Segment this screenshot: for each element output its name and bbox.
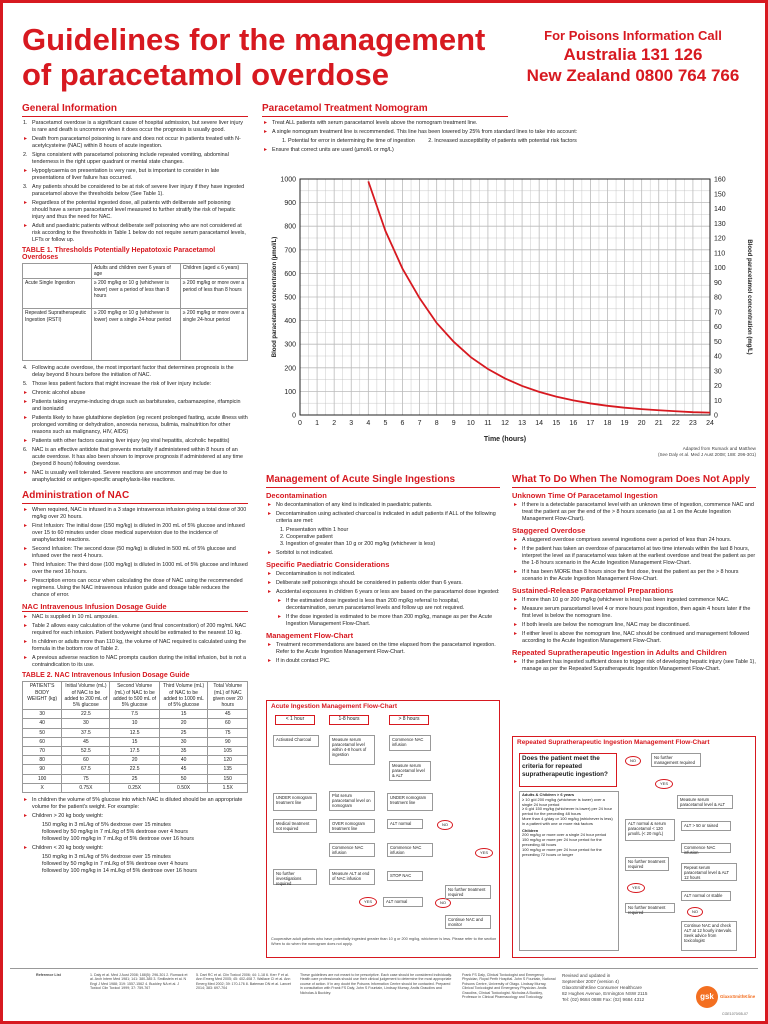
table2-cell: 90 <box>23 765 62 774</box>
table2-cell: 30 <box>159 737 208 746</box>
risk-factor-item: ▸ Chronic alcohol abuse <box>32 390 248 397</box>
flow-measure-level: Measure serum paracetamol level within 4-8 hours of ingestion <box>329 735 375 765</box>
x-tick-label: 3 <box>349 420 354 427</box>
table1-cell: ≥ 200 mg/kg or more over a period of less than 8 hours <box>180 279 247 309</box>
treatment-point: ▸ Ensure that correct units are used (µmol/L or mg/L) <box>272 147 756 154</box>
x-tick-label: 13 <box>518 420 526 427</box>
table2-cell: 50 <box>23 728 62 737</box>
footer <box>10 968 758 1017</box>
y-left-tick-label: 100 <box>284 388 296 396</box>
nomogram-not-apply-section <box>512 474 756 675</box>
table2-cell: 17.5 <box>110 747 159 756</box>
general-point-4: 4. Following acute overdose, the most important factor that determines prognosis is the delay beyond 8 hours before the initiation of NAC. <box>23 365 234 379</box>
general-bullet: ▸ NAC is usually well tolerated. Severe reactions are uncommon and may be due to anaphylactoid or antigen-specific anaphylaxis-like reactions. <box>32 470 248 484</box>
table-row <box>23 774 248 783</box>
y-left-tick-label: 300 <box>284 341 296 349</box>
paediatric-subpoint: ▸ If the estimated dose ingested is less than 200 mg/kg referral to hospital, decontamination, serum paracetamol levels and follow up are not required. <box>286 598 500 612</box>
x-tick-label: 17 <box>586 420 595 427</box>
acute-heading: Management of Acute Single Ingestions <box>266 474 500 488</box>
nac-third-infusion: ▸ Third Infusion: The third dose (100 mg/kg) is diluted in 1000 mL of 5% glucose and infused over the next 16 hours. <box>32 562 248 576</box>
staggered-point: ▸ If the patient has taken an overdose of paracetamol at two time intervals within the last 8 hours, interpret the level as if paracetamol was taken at the earliest overdose and treat the patient as per the 1-8 hours scenario in the Acute Ingestion Management Flow-Chart. <box>522 546 756 567</box>
y-right-tick-label: 10 <box>714 397 722 405</box>
general-point-5: 5. Those less patient factors that might increase the risk of liver injury include: <box>23 381 212 388</box>
table2-cell: 45 <box>62 737 110 746</box>
table2-cell: 35 <box>159 747 208 756</box>
table2-cell: 0.25X <box>110 783 159 792</box>
nomogram-chart <box>262 163 760 463</box>
table2-cell: 50 <box>159 774 208 783</box>
table2-cell: 75 <box>62 774 110 783</box>
unknown-time-point: ▸ If there is a detectable paracetamol level with an unknown time of ingestion, commence NAC and treat the patient as per the end of the > 8 hours scenario (as at 1 on the Acute Ingestion Management Flow-Chart). <box>522 502 756 523</box>
revision-line: Revised and updated in <box>562 973 611 978</box>
table2-cell: 135 <box>208 765 248 774</box>
table-row <box>23 710 248 719</box>
table2-cell: 15 <box>159 710 208 719</box>
children-over-20kg: ▸ Children > 20 kg body weight: <box>32 813 248 820</box>
criteria-heading: Children <box>522 827 539 833</box>
sustained-release-point: ▸ If both levels are below the nomogram line, NAC may be discontinued. <box>522 622 756 629</box>
x-tick-label: 14 <box>535 420 544 427</box>
children-dose-line: 150 mg/kg in 3 mL/kg of 5% dextrose over 15 minutes <box>42 854 171 861</box>
unknown-time-heading: Unknown Time Of Paracetamol Ingestion <box>512 491 658 500</box>
revision-line: Tel: (02) 9684 0888 Fax: (02) 9684 4312 <box>562 997 645 1002</box>
y-right-tick-label: 60 <box>714 324 722 331</box>
x-tick-label: 10 <box>466 420 475 427</box>
x-tick-label: 12 <box>501 420 509 427</box>
x-tick-label: 11 <box>484 420 492 427</box>
poisons-contact <box>522 27 744 86</box>
risk-factor-item: ▸ Patients likely to have glutathione depletion (eg recent prolonged fasting, acute illness with prolonged vomiting or dehydration, anorexia nervosa, bulimia, malnutrition for other reasons such as malignancy, HIV, AIDS) <box>32 415 248 436</box>
table2-cell: 52.5 <box>62 747 110 756</box>
australia-phone: Australia 131 126 <box>563 45 703 64</box>
nac-guide-point: ▸ In children or adults more than 110 kg, the volume of NAC required is calculated using the formula in the bottom row of Table 2. <box>32 639 248 653</box>
treatment-section <box>262 103 756 156</box>
table2-cell: 67.5 <box>62 765 110 774</box>
y-left-tick-label: 900 <box>284 200 296 208</box>
children-dose-line: followed by 50 mg/kg in 7 mL/kg of 5% dextrose over 4 hours <box>42 829 188 836</box>
table2-cell: 0.50X <box>159 783 208 792</box>
nac-heading: Administration of NAC <box>22 490 248 504</box>
y-right-tick-label: 40 <box>714 353 722 361</box>
staggered-point: ▸ If it has been MORE than 8 hours since the first dose, treat the patient as per the > 8 hours scenario in the Acute Ingestion Management Flow-Chart. <box>522 569 756 583</box>
table2-cell: 22.5 <box>110 765 159 774</box>
x-tick-label: 19 <box>620 420 629 427</box>
table-row <box>23 719 248 728</box>
rsti-no-decision: NO <box>687 907 703 917</box>
x-tick-label: 9 <box>451 420 456 427</box>
y-right-tick-label: 80 <box>714 294 722 302</box>
x-tick-label: 16 <box>569 420 578 427</box>
left-column <box>22 103 248 877</box>
table1-row-label: Acute Single Ingestion <box>23 279 92 309</box>
y-right-tick-label: 130 <box>714 220 726 228</box>
treatment-point: ▸ A single nomogram treatment line is recommended. This line has been lowered by 25% from standard lines to take into account: <box>272 129 756 136</box>
table2-header: Second Volume (mL) of NAC to be added to 500 mL of 5% glucose <box>110 682 159 710</box>
flow-commence-nac-infusion: Commence NAC infusion <box>329 843 375 857</box>
flow-plot-level: Plot serum paracetamol level on nomogram <box>329 791 375 811</box>
table2-cell: 70 <box>23 747 62 756</box>
table-row <box>23 765 248 774</box>
table2 <box>22 681 248 793</box>
table-row <box>23 756 248 765</box>
y-right-tick-label: 0 <box>714 412 718 420</box>
decon-point: ▸ Decontamination using activated charcoal is indicated in adult patients if ALL of the following criteria are met: <box>276 511 500 525</box>
nac-first-infusion: ▸ First Infusion: The initial dose (150 mg/kg) is diluted in 200 mL of 5% glucose and infused over 15 to 60 minutes under close medical supervision due to the incidence of anaphylactoid reactions. <box>32 523 248 544</box>
flow-no-decision: NO <box>437 820 453 830</box>
paediatric-heading: Specific Paediatric Considerations <box>266 560 390 569</box>
reference-list-title: Reference List <box>36 973 61 977</box>
flow-yes-decision: YES <box>359 897 377 907</box>
children-dose-line: followed by 100 mg/kg in 14 mL/kg of 5% dextrose over 16 hours <box>42 868 197 875</box>
table2-cell: 80 <box>23 756 62 765</box>
nac-point: ▸ When required, NAC is infused in a 3 stage intravenous infusion giving a total dose of 300 mg/kg over 20 hours. <box>32 507 248 521</box>
y-right-tick-label: 90 <box>714 279 722 287</box>
author-list: Frank FS Daly, Clinical Toxicologist and Emergency Physician, Royal Perth Hospital. John S Fountain, National Poisons Centre, University of Otago. Lindsay Murray, Clinical Toxicologist and Emergency Physician. Andis Graudins, Clinical Toxicologist. Nicholas A Buckley, Professor in Clinical Pharmacology and Toxicology. <box>462 973 556 1000</box>
rsti-alt-normal: ALT normal & serum paracetamol < 120 µmol/L (< 20 mg/L) <box>625 819 675 841</box>
table1-cell: ≥ 200 mg/kg or more over a single 24-hour period <box>180 309 247 361</box>
table1-cell: ≥ 200 mg/kg or 10 g (whichever is lower) over a period of less than 8 hours <box>91 279 180 309</box>
table2-cell: 120 <box>208 756 248 765</box>
rsti-yes-decision: YES <box>627 883 645 893</box>
flow-continue-nac: Continue NAC and monitor <box>445 915 491 929</box>
nac-guide-point: ▸ A previous adverse reaction to NAC prompts caution during the initial infusion, but is not a contraindication to its use. <box>32 655 248 669</box>
table2-cell: 10 <box>110 719 159 728</box>
decon-point: ▸ No decontamination of any kind is indicated in paediatric patients. <box>276 502 500 509</box>
general-bullet: ▸ Adult and paediatric patients without deliberate self poisoning who are not considered at risk according to the thresholds in Table 1 below do not require serum paracetamol levels, LFTs or follow up. <box>32 223 248 244</box>
flow-no-further-investigations: No further investigations required <box>273 869 317 885</box>
chart-source-line: (See Daly et al. Med J Aust 2008; 188: 296-301) <box>657 452 756 457</box>
y-left-tick-label: 200 <box>284 365 296 373</box>
paediatric-subpoint: ▸ If the dose ingested is estimated to be more than 200 mg/kg, manage as per the Acute Ingestion Management Flow-Chart. <box>286 614 500 628</box>
general-point-3: 3. Any patients should be considered to be at risk of severe liver injury if they have ingested paracetamol above the thresholds below (See Table 1). <box>23 184 245 197</box>
criteria-item: 200 mg/kg or more over a single 24 hour period <box>522 832 607 838</box>
table2-cell: 12.5 <box>110 728 159 737</box>
general-bullet: ▸ Regardless of the potential ingested dose, all patients with deliberate self poisoning should have a serum paracetamol level measured to further stratify the risk of hepatic injury and thus the need for NAC. <box>32 200 248 221</box>
sustained-release-heading: Sustained-Release Paracetamol Preparations <box>512 586 674 595</box>
treatment-subpoint: 1. Potential for error in determining the time of ingestion <box>282 138 415 144</box>
table2-cell: 60 <box>62 756 110 765</box>
treatment-point: ▸ Treat ALL patients with serum paracetamol levels above the nomogram treatment line. <box>272 120 756 127</box>
nac-point: ▸ Prescription errors can occur when calculating the dose of NAC using the recommended regimens. Using the NAC intravenous infusion guide and dosage table reduces the chance of error. <box>32 578 248 599</box>
repeated-point: ▸ If the patient has ingested sufficient doses to trigger risk of developing hepatic injury (see Table 1), manage as per the Repeated Supratherapeutic Ingestion Management Flow-Chart. <box>522 659 756 673</box>
flow-measure-alt-end: Measure ALT at end of NAC infusion <box>329 869 375 885</box>
rsti-criteria-box <box>519 791 619 951</box>
flow-time-under-1h: < 1 hour <box>275 715 315 725</box>
table2-cell: 25 <box>110 774 159 783</box>
general-heading: General Information <box>22 103 248 117</box>
criteria-item: 100 mg/kg or more per 24 hour period for the preceding 72 hours or longer <box>522 846 602 857</box>
table2-cell: 30 <box>62 719 110 728</box>
decontamination-heading: Decontamination <box>266 491 327 500</box>
table2-cell: 1.5X <box>208 783 248 792</box>
x-tick-label: 18 <box>603 420 612 427</box>
table2-cell: 25 <box>159 728 208 737</box>
document-code: CGE1070/05-07 <box>722 1012 748 1016</box>
flow-time-1-8h: 1-8 hours <box>329 715 369 725</box>
table2-cell: 150 <box>208 774 248 783</box>
rsti-commence-nac: Commence NAC infusion <box>681 843 731 853</box>
flow-alt-normal: ALT normal <box>387 819 423 829</box>
general-point-6: 6. NAC is an effective antidote that prevents mortality if administered within 8 hours of an acute overdose. It has also been shown to improve prognosis if administered at any time (beyond 8 hours) following overdose. <box>23 447 243 468</box>
table2-cell: 40 <box>23 719 62 728</box>
table2-cell: X <box>23 783 62 792</box>
y-right-tick-label: 140 <box>714 206 726 213</box>
disclaimer: These guidelines are not meant to be prescriptive. Each case should be considered individually. Health care professionals should use their clinical judgement to determine the most appropriate course of action. If in any doubt the Poisons Information Centre should be contacted. Prepared in consultation with Frank FS Daly, John S Fountain, Lindsay Murray, Andis Graudins and Nicholas A Buckley. <box>300 973 452 995</box>
flow-commence-nac: Commence NAC infusion <box>389 735 431 751</box>
rsti-measure-level: Measure serum paracetamol level & ALT <box>677 795 733 809</box>
flow-measure-level-alt: Measure serum paracetamol level & ALT <box>389 761 431 781</box>
nac-guide-point: ▸ NAC is supplied in 10 mL ampoules. <box>32 614 248 621</box>
x-tick-label: 7 <box>417 420 422 427</box>
rsti-alt-stable: ALT normal or stable <box>681 891 731 901</box>
management-heading: Management Flow-Chart <box>266 631 354 640</box>
management-point: ▸ If in doubt contact PIC. <box>276 658 500 665</box>
decon-criterion: 2. Cooperative patient <box>280 534 333 540</box>
table-row <box>23 747 248 756</box>
table2-cell: 20 <box>159 719 208 728</box>
y-left-tick-label: 500 <box>284 294 296 302</box>
table2-header: Initial Volume (mL) of NAC to be added to 200 mL of 5% glucose <box>62 682 110 710</box>
gsk-logo <box>696 986 754 1010</box>
table2-cell: 30 <box>23 710 62 719</box>
flow-footnote: Cooperative adult patients who have potentially ingested greater than 10 g or 200 mg/kg, whichever is less. Please refer to the section When to do when the nomogram does not apply. <box>271 937 497 946</box>
y-left-tick-label: 1000 <box>280 176 296 184</box>
rsti-continue-nac: Continue NAC and check ALT at 12 hourly intervals. Seek advice from toxicologist <box>681 921 737 951</box>
y-right-tick-label: 100 <box>714 265 726 272</box>
reference-list: 5. Dart RC et al. Clin Toxicol 2006; 44: 1-18 6. Kerr F et al. Ann Emerg Med 2005; 45: 402-408 7. Wallace CI et al. Ann Emerg Med 2002; 39: 170-176 8. Bateman DN et al. Lancet 2014; 383: 697-704 <box>196 973 291 991</box>
table2-cell: 45 <box>208 710 248 719</box>
flow-no-treatment: Medical treatment not required <box>273 819 317 833</box>
table2-cell: 20 <box>110 756 159 765</box>
table1 <box>22 263 248 361</box>
children-dose-line: 150 mg/kg in 3 mL/kg of 5% dextrose over 15 minutes <box>42 822 171 829</box>
table-row <box>23 783 248 792</box>
table2-title: TABLE 2. NAC Intravenous Infusion Dosage Guide <box>22 672 190 680</box>
table1-header: Adults and children over 6 years of age <box>91 264 180 279</box>
general-bullet: ▸ Hypoglycaemia on presentation is very rare, but is important to consider in late presentations of liver failure has occurred. <box>32 168 248 182</box>
table1-corner <box>23 264 92 279</box>
general-bullet: ▸ Death from paracetamol poisoning is rare and does not occur in patients treated with N-acetylcysteine (NAC) within 8 hours of acute ingestion. <box>32 136 248 150</box>
x-tick-label: 20 <box>637 420 646 427</box>
y-left-tick-label: 600 <box>284 270 296 278</box>
x-tick-label: 6 <box>400 420 405 427</box>
sustained-release-point: ▸ If either level is above the nomogram line, NAC should be continued and management followed according to the Acute Ingestion Management Flow-Chart. <box>522 631 756 645</box>
rsti-flowchart-title: Repeated Supratherapeutic Ingestion Management Flow-Chart <box>517 739 710 746</box>
table2-cell: 60 <box>208 719 248 728</box>
general-point-2: 2. Signs consistent with paracetamol poisoning include repeated vomiting, abdominal tenderness in the right upper quadrant or mental state changes. <box>23 152 229 165</box>
nac-second-infusion: ▸ Second Infusion: The second dose (50 mg/kg) is diluted in 500 mL of 5% glucose and infused over the next 4 hours. <box>32 546 248 560</box>
rsti-no-further-management: No further management required <box>651 753 701 767</box>
nac-dosage-guide-heading: NAC Intravenous Infusion Dosage Guide <box>22 602 248 612</box>
table2-cell: 75 <box>208 728 248 737</box>
rsti-stop-treatment: No further treatment required <box>625 903 675 913</box>
table2-header: PATIENT'S BODY WEIGHT (kg) <box>23 682 62 710</box>
x-tick-label: 8 <box>434 420 439 427</box>
paediatric-point: ▸ Accidental exposures in children 6 years or less are based on the paracetamol dose ingested: <box>276 589 500 596</box>
flow-alt-normal: ALT normal <box>383 897 423 907</box>
x-tick-label: 4 <box>366 420 371 427</box>
title-line-1: Guidelines for the management <box>22 22 486 57</box>
x-tick-label: 24 <box>706 420 714 427</box>
y-right-tick-label: 70 <box>714 309 722 317</box>
title-line-2: of paracetamol overdose <box>22 57 389 92</box>
y-right-tick-label: 30 <box>714 368 722 376</box>
chart-source <box>600 446 756 458</box>
rsti-repeat-level: Repeat serum paracetamol level & ALT 12 hours <box>681 863 737 881</box>
rsti-alt-raised: ALT > 50 or raised <box>681 821 731 831</box>
gsk-name: GlaxoSmithKline <box>720 994 756 999</box>
x-tick-label: 5 <box>383 420 388 427</box>
y-left-tick-label: 800 <box>284 223 296 231</box>
flow-stop-nac: STOP NAC <box>387 871 423 881</box>
y-left-tick-label: 0 <box>292 412 296 420</box>
flow-activated-charcoal: Activated Charcoal <box>273 735 319 747</box>
treatment-heading: Paracetamol Treatment Nomogram <box>262 103 508 117</box>
table2-cell: 60 <box>23 737 62 746</box>
flow-no-further-treatment: No further treatment required <box>445 885 491 899</box>
rsti-yes-decision: YES <box>655 779 673 789</box>
criteria-heading: Adults & Children > 6 years <box>522 792 575 797</box>
y-right-tick-label: 20 <box>714 383 722 390</box>
children-under-20kg: ▸ Children < 20 kg body weight: <box>32 845 248 852</box>
x-tick-label: 2 <box>332 420 337 427</box>
repeated-heading: Repeated Supratherapeutic Ingestion in Adults and Children <box>512 648 727 657</box>
general-point-1: 1. Paracetamol overdose is a significant cause of hospital admission, but severe liver injury is rare and death is uncommon when it does occur the prognosis is usually good. <box>23 120 243 133</box>
flow-time-over-8h: > 8 hours <box>389 715 429 725</box>
table2-cell: 45 <box>159 765 208 774</box>
treatment-subpoint: 2. Increased susceptibility of patients with potential risk factors <box>428 138 577 144</box>
risk-factor-item: ▸ Patients with other factors causing liver injury (eg viral hepatitis, alcoholic hepatitis) <box>32 438 248 445</box>
table2-cell: 105 <box>208 747 248 756</box>
table1-title: TABLE 1. Thresholds Potentially Hepatotoxic Paracetamol Overdoses <box>22 247 216 261</box>
decon-criterion: 3. Ingestion of greater than 10 g or 200 mg/kg (whichever is less) <box>280 541 436 547</box>
table2-cell: 100 <box>23 774 62 783</box>
criteria-item: 150 mg/kg or more per 24 hour period for the preceding 48 hours <box>522 837 602 847</box>
table1-row-label: Repeated Supratherapeutic Ingestion (RSTI) <box>23 309 92 361</box>
table1-cell: ≥ 200 mg/kg or 10 g (whichever is lower) over a single 24-hour period <box>91 309 180 361</box>
children-dosing-intro: ▸ In children the volume of 5% glucose into which NAC is diluted should be an appropriate volume for the patient's weight. For example: <box>32 797 248 811</box>
revision-line: 82 Hughes Avenue, Ermington NSW 2115 <box>562 991 648 996</box>
sustained-release-point: ▸ Measure serum paracetamol level 4 or more hours post ingestion, then again 4 hours later if the first level is below the nomogram line. <box>522 606 756 620</box>
x-tick-label: 23 <box>689 420 697 427</box>
acute-section <box>266 474 500 667</box>
new-zealand-phone: New Zealand 0800 764 766 <box>526 66 740 85</box>
table2-cell: 7.5 <box>110 710 159 719</box>
criteria-item: ≥ 6 g/d 150 mg/kg (whichever is lower) per 24 hour period for the preceding 48 hours <box>522 806 613 817</box>
x-tick-label: 0 <box>298 420 302 427</box>
flow-yes-decision: YES <box>475 848 493 858</box>
table-row <box>23 728 248 737</box>
decon-point: ▸ Sorbitol is not indicated. <box>276 550 500 557</box>
y-right-tick-label: 120 <box>714 235 726 243</box>
flow-over-line: OVER nomogram treatment line <box>329 819 375 833</box>
gsk-mark: gsk <box>696 986 718 1008</box>
nac-guide-point: ▸ Table 2 allows easy calculation of the volume (and final concentration) of 200 mg/mL NAC required for each infusion. Patient bodyweight should be estimated to the nearest 10 kg. <box>32 623 248 637</box>
y-right-tick-label: 150 <box>714 191 726 199</box>
flow-under-line: UNDER nomogram treatment line <box>387 793 433 811</box>
risk-factor-item: ▸ Patients taking enzyme-inducing drugs such as barbiturates, carbamazepine, rifampicin and isoniazid <box>32 399 248 413</box>
criteria-item: ≥ 10 g/d 200 mg/kg (whichever is lower) over a single 24 hour period <box>522 796 605 807</box>
acute-flowchart <box>266 700 500 958</box>
y-left-tick-label: 700 <box>284 247 296 255</box>
y-right-tick-label: 110 <box>714 250 726 258</box>
table2-cell: 0.75X <box>62 783 110 792</box>
table2-cell: 22.5 <box>62 710 110 719</box>
staggered-point: ▸ A staggered overdose comprises several ingestions over a period of less than 24 hours. <box>522 537 756 544</box>
paediatric-point: ▸ Decontamination is not indicated. <box>276 571 500 578</box>
table2-cell: 40 <box>159 756 208 765</box>
flow-no-decision: NO <box>435 898 451 908</box>
table2-header: Third Volume (mL) of NAC to be added to 1000 mL of 5% glucose <box>159 682 208 710</box>
y-left-axis-label: Blood paracetamol concentration (µmol/L) <box>272 236 278 358</box>
y-right-tick-label: 50 <box>714 338 722 346</box>
criteria-item: More than 4 g/day or 100 mg/kg (whichever is less) in a patient with one or more risk factors <box>522 815 613 826</box>
rsti-flowchart <box>512 736 756 958</box>
y-right-axis-label: Blood paracetamol concentration (mg/L) <box>746 239 752 355</box>
children-dose-line: followed by 100 mg/kg in 7 mL/kg of 5% dextrose over 16 hours <box>42 836 194 843</box>
revision-line: GlaxoSmithKline Consumer Healthcare <box>562 985 642 990</box>
chart-source-line: Adapted from Rumack and Matthew <box>682 446 756 451</box>
table1-header: Children (aged ≤ 6 years) <box>180 264 247 279</box>
flow-commence-nac-infusion: Commence NAC infusion <box>387 843 433 857</box>
poisons-heading: For Poisons Information Call <box>544 28 722 43</box>
rsti-question: Does the patient meet the criteria for repeated supratherapeutic ingestion? <box>519 753 617 787</box>
y-right-tick-label: 160 <box>714 176 726 184</box>
table2-cell: 90 <box>208 737 248 746</box>
flow-under-line: UNDER nomogram treatment line <box>273 793 317 811</box>
x-tick-label: 1 <box>315 420 320 427</box>
children-dose-line: followed by 50 mg/kg in 7 mL/kg of 5% dextrose over 4 hours <box>42 861 188 868</box>
not-apply-heading: What To Do When The Nomogram Does Not Apply <box>512 474 756 488</box>
reference-list: 1. Daly et al. Med J Aust 2008; 188(5): 296-301 2. Rumack et al. Arch Intern Med 1981; 141: 380-385 3. Smilkstein et al. N Engl J Med 1988; 319: 1557-1562 4. Buckley NA et al. J Toxicol Clin Toxicol 1999; 37: 759-767 <box>90 973 188 991</box>
staggered-heading: Staggered Overdose <box>512 526 586 535</box>
page-title <box>22 22 485 92</box>
sustained-release-point: ▸ If more than 10 g or 200 mg/kg (whichever is less) has been ingested commence NAC. <box>522 597 756 604</box>
revision-line: September 2007 (version 4) <box>562 979 619 984</box>
management-point: ▸ Treatment recommendations are based on the time elapsed from the paracetamol ingestion. Refer to the Acute Ingestion Management Flow-Chart. <box>276 642 500 656</box>
x-axis-label: Time (hours) <box>483 436 527 443</box>
table2-cell: 37.5 <box>62 728 110 737</box>
x-tick-label: 15 <box>552 420 561 427</box>
x-tick-label: 22 <box>671 420 680 427</box>
y-left-tick-label: 400 <box>284 318 296 326</box>
rsti-no-further-treatment: No further treatment required <box>625 857 669 871</box>
rsti-no-decision: NO <box>625 756 641 766</box>
x-tick-label: 21 <box>654 420 663 427</box>
table2-header: Total Volume (mL) of NAC given over 20 hours <box>208 682 248 710</box>
table2-cell: 15 <box>110 737 159 746</box>
table-row <box>23 737 248 746</box>
paediatric-point: ▸ Deliberate self poisonings should be considered in patients older than 6 years. <box>276 580 500 587</box>
decon-criterion: 1. Presentation within 1 hour <box>280 527 349 533</box>
acute-flowchart-title: Acute Ingestion Management Flow-Chart <box>271 703 398 710</box>
